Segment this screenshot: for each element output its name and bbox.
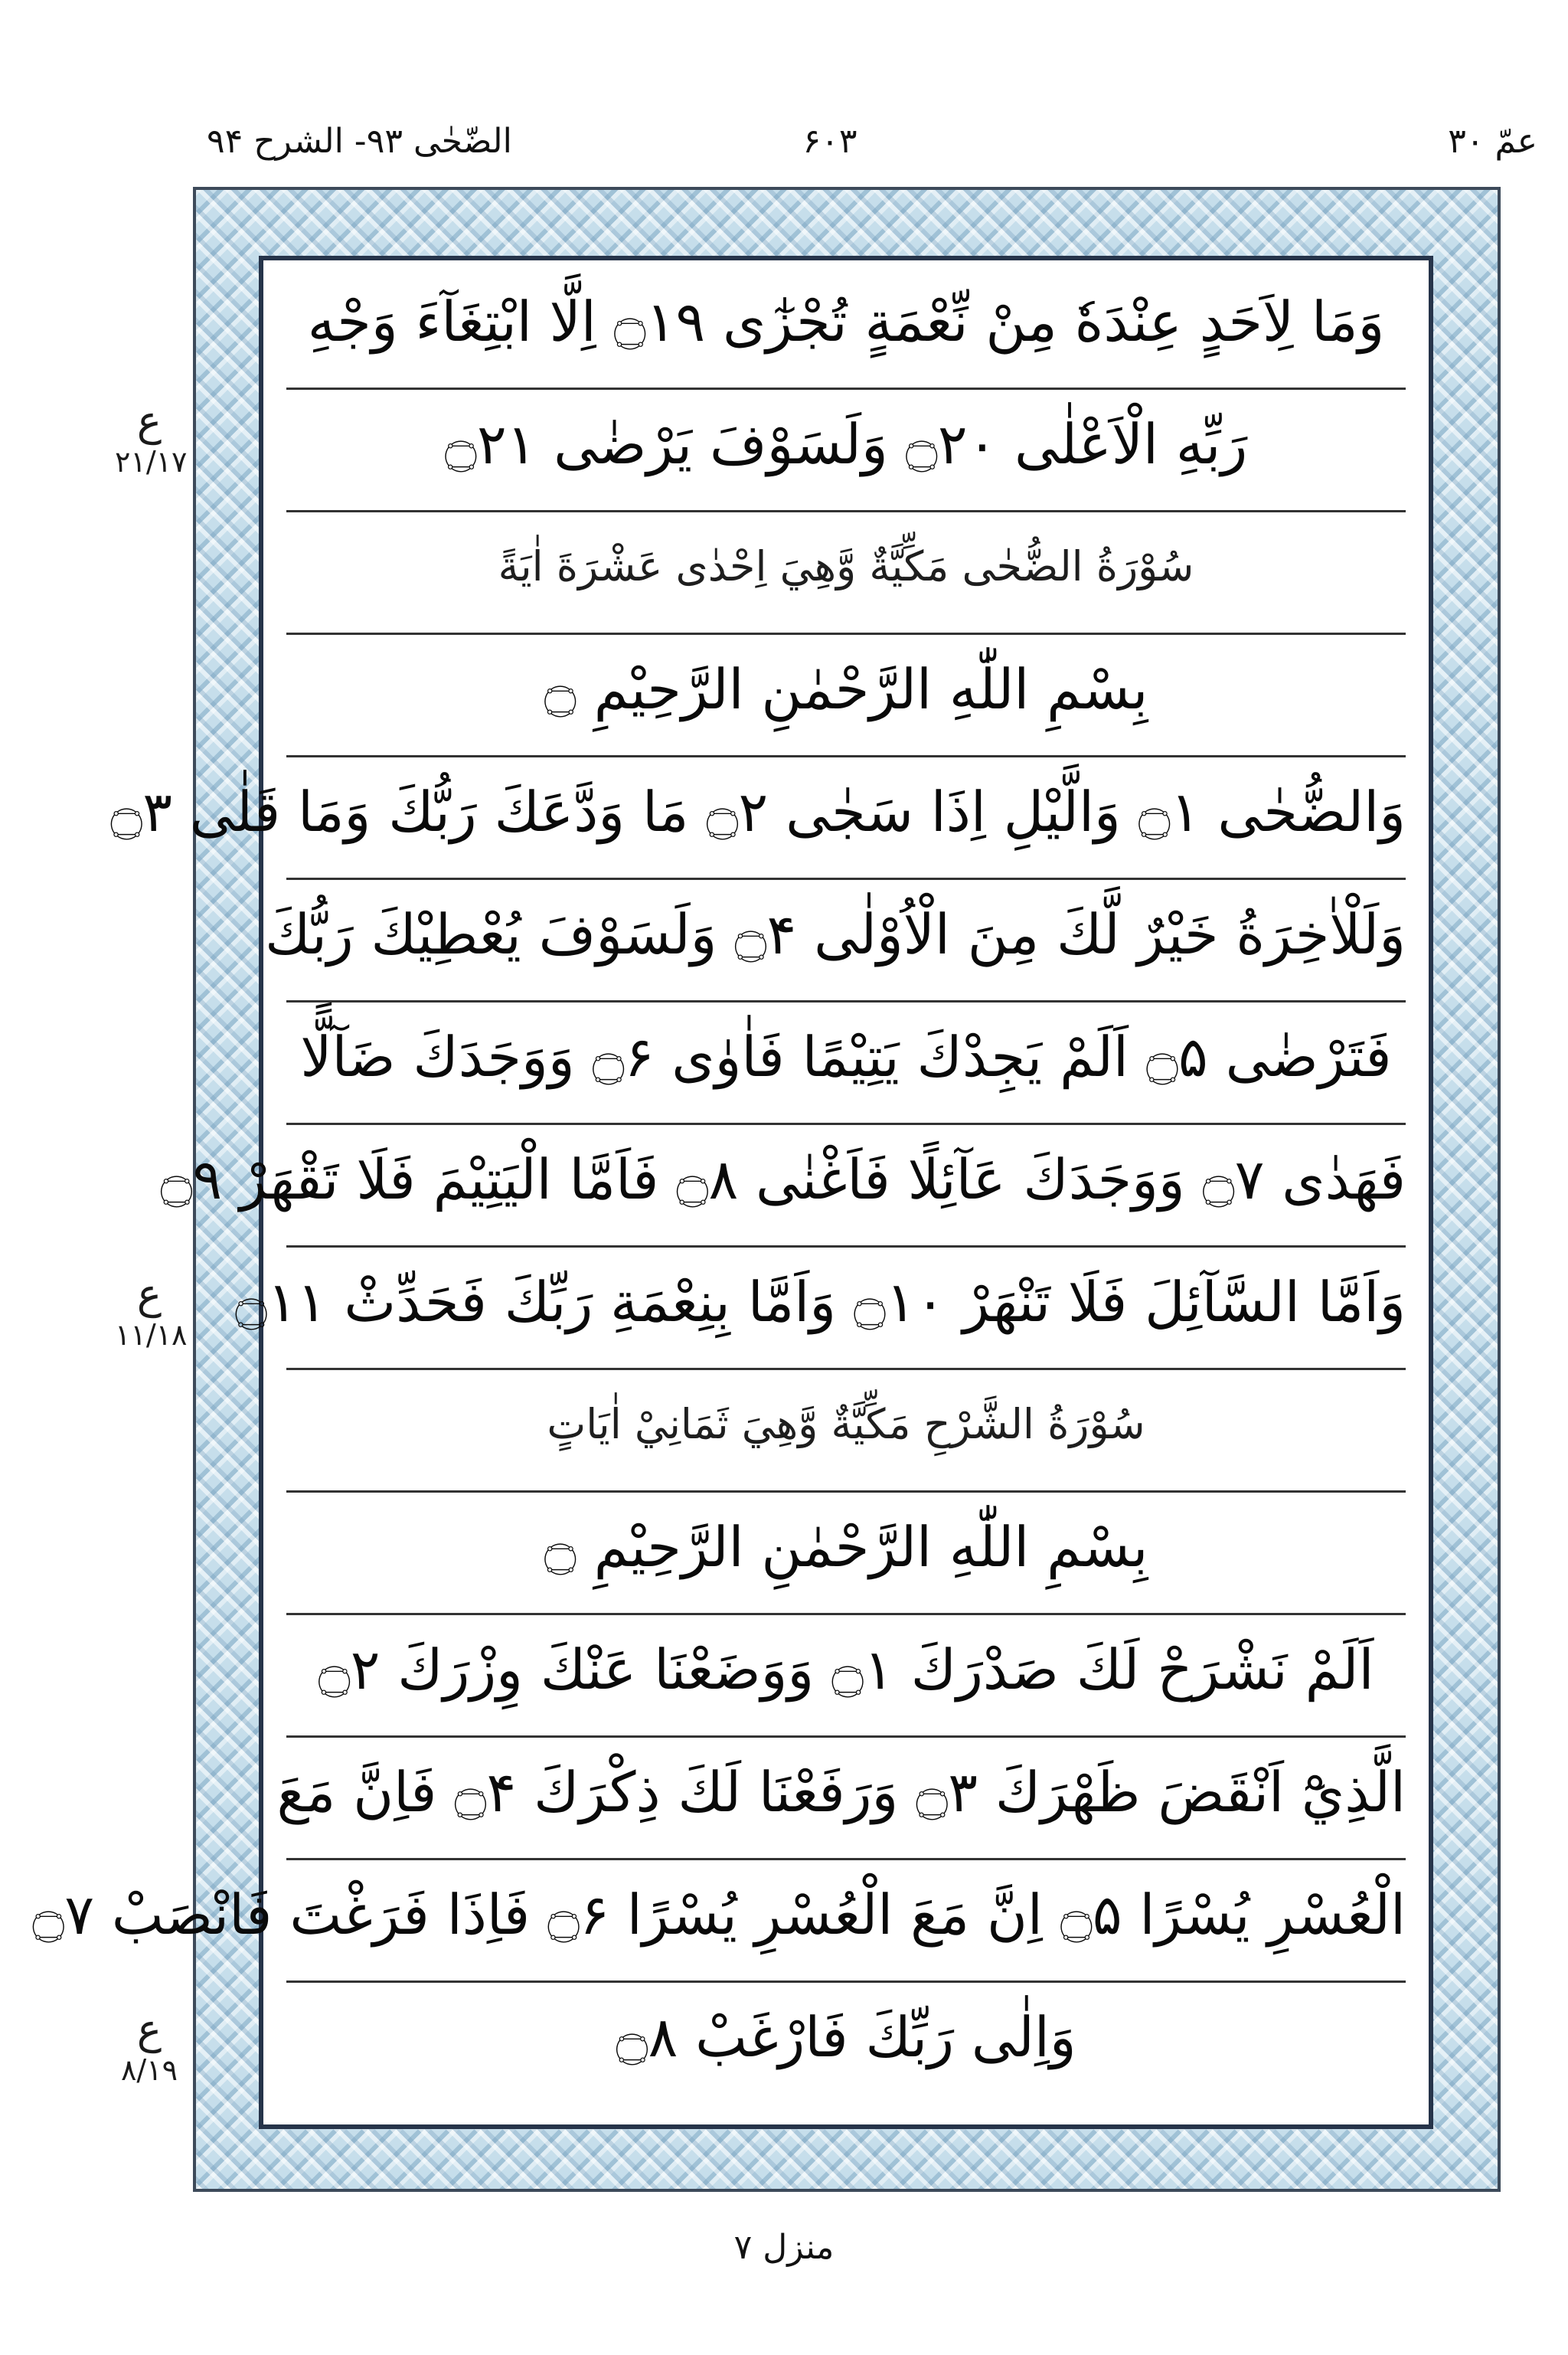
ruku-marker-number: ۸/۱۹ <box>120 2053 178 2087</box>
text-line: وَاِلٰى رَبِّكَ فَارْغَبْ ۝۸ <box>616 2005 1076 2069</box>
page-number: ۶۰۳ <box>802 122 858 161</box>
ruku-marker-number: ۲۱/۱۷ <box>115 445 188 479</box>
ruku-marker <box>115 397 188 479</box>
text-line: وَلَلْاٰخِرَةُ خَيْرٌ لَّكَ مِنَ الْاُوْلٰى ۝۴ وَلَسَوْفَ يُعْطِيْكَ رَبُّكَ <box>286 881 1406 1003</box>
ruku-marker-number: ۱۱/۱۸ <box>115 1318 188 1352</box>
bismillah: بِسْمِ اللّٰهِ الرَّحْمٰنِ الرَّحِيْمِ ۝ <box>286 1493 1406 1615</box>
text-line: الَّذِيْٓ اَنْقَضَ ظَهْرَكَ ۝۳ وَرَفَعْنَا لَكَ ذِكْرَكَ ۝۴ فَاِنَّ مَعَ <box>286 1738 1406 1860</box>
ruku-marker-symbol: ع <box>136 397 162 445</box>
surah-title: سُوْرَةُ الضُّحٰى مَكِّيَّةٌ وَّهِيَ اِحْدٰى عَشْرَةَ اٰيَةً <box>286 513 1406 635</box>
surah-title: سُوْرَةُ الشَّرْحِ مَكِّيَّةٌ وَّهِيَ ثَمَانِيْ اٰيَاتٍ <box>286 1371 1406 1493</box>
text-line: اَلَمْ نَشْرَحْ لَكَ صَدْرَكَ ۝۱ وَوَضَعْنَا عَنْكَ وِزْرَكَ ۝۲ <box>286 1616 1406 1738</box>
text-line: فَتَرْضٰى ۝۵ اَلَمْ يَجِدْكَ يَتِيْمًا فَاٰوٰى ۝۶ وَوَجَدَكَ ضَآلًّا <box>286 1003 1406 1125</box>
manzil-footer: منزل ۷ <box>733 2228 835 2267</box>
ruku-marker-symbol: ع <box>136 2005 162 2053</box>
text-line: الْعُسْرِ يُسْرًا ۝۵ اِنَّ مَعَ الْعُسْرِ يُسْرًا ۝۶ فَاِذَا فَرَغْتَ فَانْصَبْ ۝۷ <box>286 1861 1406 1983</box>
bismillah: بِسْمِ اللّٰهِ الرَّحْمٰنِ الرَّحِيْمِ ۝ <box>286 636 1406 757</box>
text-line: وَاَمَّا السَّآئِلَ فَلَا تَنْهَرْ ۝۱۰ وَاَمَّا بِنِعْمَةِ رَبِّكَ فَحَدِّثْ ۝۱۱ <box>286 1248 1406 1370</box>
ruku-marker <box>115 1270 188 1352</box>
header-para-name: عمّ ۳۰ <box>1448 122 1537 161</box>
text-line: رَبِّهِ الْاَعْلٰى ۝۲۰ وَلَسَوْفَ يَرْضٰى ۝۲۱ <box>286 391 1406 512</box>
ruku-marker <box>115 2007 184 2088</box>
text-line: وَالضُّحٰى ۝۱ وَالَّيْلِ اِذَا سَجٰى ۝۲ مَا وَدَّعَكَ رَبُّكَ وَمَا قَلٰى ۝۳ <box>286 758 1406 880</box>
text-line: وَمَا لِاَحَدٍ عِنْدَهٗ مِنْ نِّعْمَةٍ تُجْزٰٓى ۝۱۹ اِلَّا ابْتِغَآءَ وَجْهِ <box>286 268 1406 390</box>
header-surah-names: الضّحٰی ۹۳- الشرح ۹۴ <box>207 122 512 161</box>
text-line: فَهَدٰى ۝۷ وَوَجَدَكَ عَآئِلًا فَاَغْنٰى ۝۸ فَاَمَّا الْيَتِيْمَ فَلَا تَقْهَرْ ۝۹ <box>286 1126 1406 1248</box>
ruku-marker-symbol: ع <box>136 1270 162 1318</box>
